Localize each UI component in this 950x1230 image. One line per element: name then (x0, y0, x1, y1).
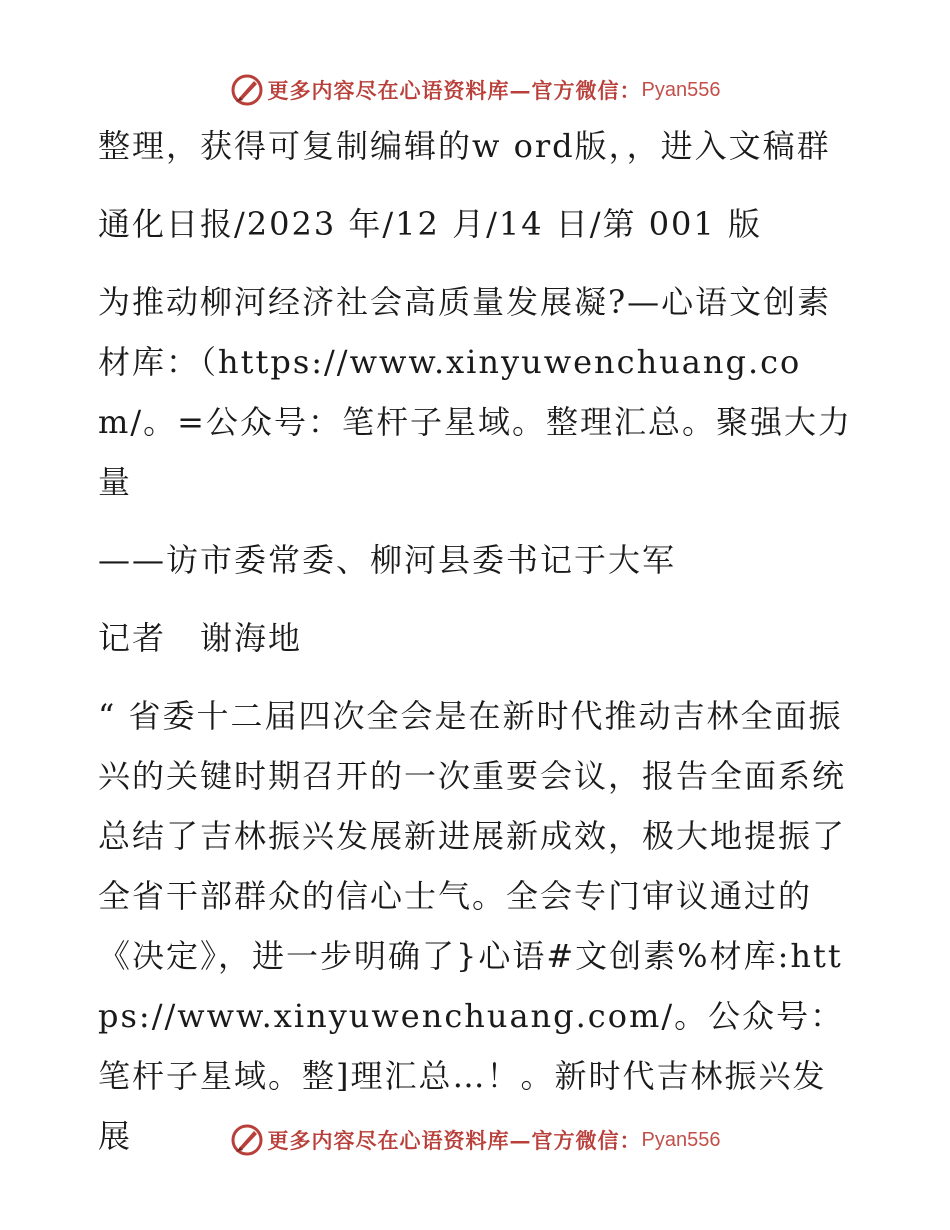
paragraph-body: “ 省委十二届四次全会是在新时代推动吉林全面振兴的关键时期召开的一次重要会议，报告全面系统总结了吉林振兴发展新进展新成效，极大地提振了全省干部群众的信心士气。全会专门审议通过的《决定》，进一步明确了}心语#文创素%材库:https://www.xinyuwenchuang.com/。公众号：笔杆子星域。整]理汇总…！。新时代吉林振兴发展 (98, 697, 847, 1155)
footer-watermark-banner (0, 1118, 950, 1162)
paragraph-headline: 为推动柳河经济社会高质量发展凝?—心语文创素材库：（https://www.xinyuwenchuang.com/。=公众号：笔杆子星域。整理汇总。聚强大力量 (98, 283, 852, 501)
quill-logo-icon (230, 73, 264, 107)
header-watermark-banner (0, 68, 950, 112)
banner-text: 更多内容尽在心语资料库—官方微信： (267, 78, 642, 103)
banner-wechat-id: Pyan556 (641, 78, 721, 101)
paragraph-subtitle: ——访市委常委、柳河县委书记于大军 (98, 541, 677, 579)
banner-text: 更多内容尽在心语资料库—官方微信： (267, 1128, 642, 1153)
quill-logo-icon (230, 1123, 264, 1157)
paragraph-source-line: 通化日报/2023 年/12 月/14 日/第 001 版 (98, 205, 762, 243)
paragraph-byline: 记者 谢海地 (98, 619, 303, 657)
paragraph-note: 整理，获得可复制编辑的w ord版，，进入文稿群 (98, 127, 831, 165)
banner-wechat-id: Pyan556 (641, 1128, 721, 1151)
document-body (98, 116, 858, 1184)
